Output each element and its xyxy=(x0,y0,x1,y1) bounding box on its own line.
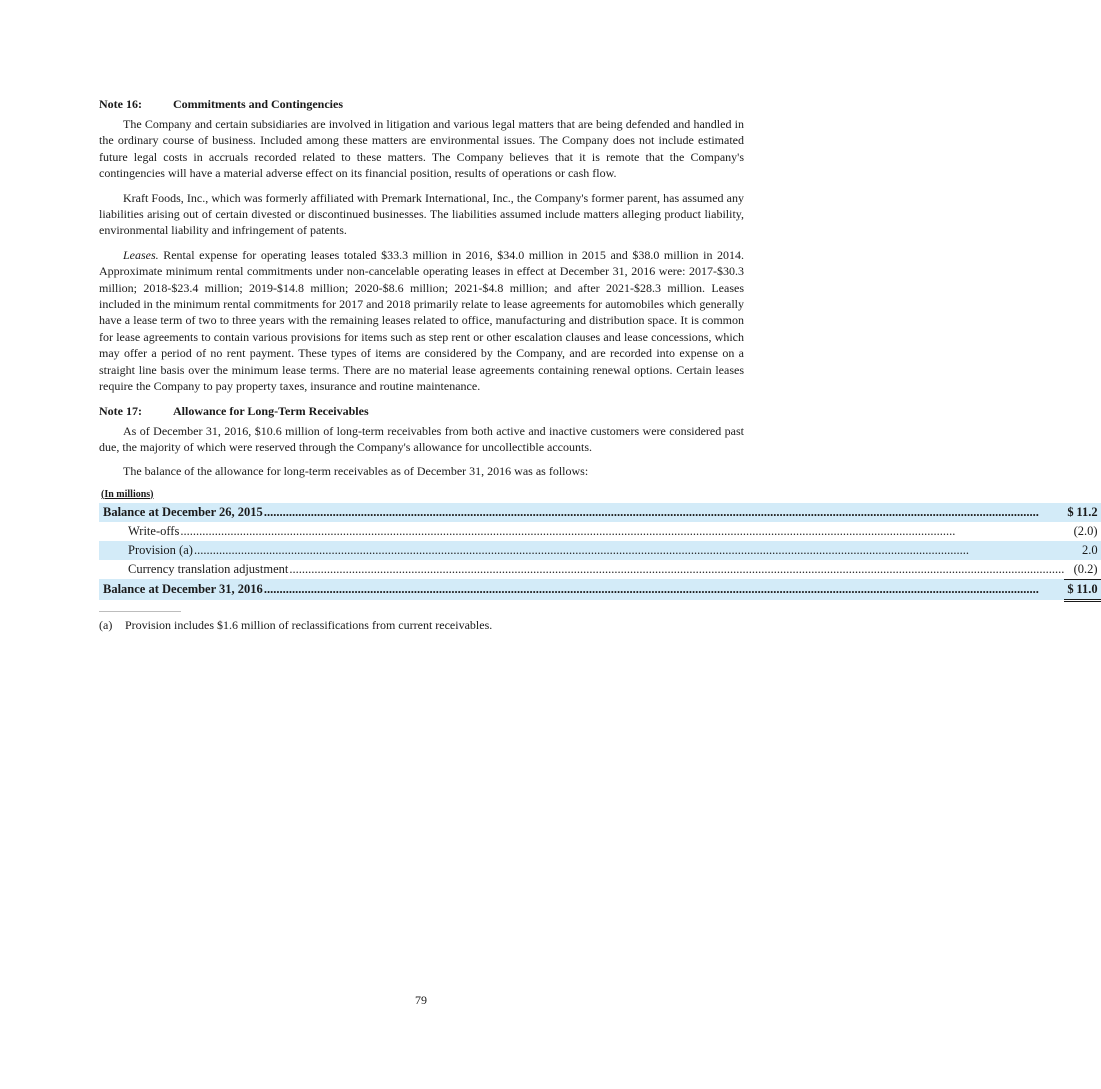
row-value: 11.2 xyxy=(1074,503,1101,522)
row-value: (0.2) xyxy=(1073,561,1098,576)
table-row xyxy=(99,503,1101,522)
currency-symbol xyxy=(1064,560,1073,580)
note-16-heading xyxy=(99,96,744,112)
allowance-table xyxy=(99,503,1101,602)
document-body xyxy=(99,96,1098,633)
row-label: Currency translation adjustment xyxy=(128,561,289,576)
dot-leader xyxy=(264,582,1065,597)
note-number: Note 17: xyxy=(99,403,142,418)
currency-symbol xyxy=(1064,541,1073,560)
currency-symbol: $ xyxy=(1064,503,1073,522)
row-value: 2.0 xyxy=(1074,541,1101,560)
footnote xyxy=(99,617,744,633)
currency-symbol: $ xyxy=(1064,579,1073,600)
row-label: Balance at December 26, 2015 xyxy=(103,504,263,519)
footnote-mark: (a) xyxy=(99,617,113,632)
row-label: Provision (a) xyxy=(128,542,193,557)
table-unit-label: (In millions) xyxy=(101,488,154,500)
dot-leader xyxy=(264,505,1065,520)
paragraph: Kraft Foods, Inc., which was formerly affiliated with Premark International, Inc., the Company's former parent, has assumed any liabilities arising out of certain divested or discontinued businesses. The liabilities assumed include matters alleging product liability, environmental liability and infringement of patents. xyxy=(99,190,744,238)
footnote-text: Provision includes $1.6 million of reclassifications from current receivables. xyxy=(125,617,493,632)
dot-leader xyxy=(289,562,1064,577)
footnote-divider xyxy=(99,611,181,612)
row-value: (2.0) xyxy=(1073,523,1098,538)
table-row xyxy=(99,541,1101,560)
leases-lead-in: Leases. xyxy=(123,247,159,262)
currency-symbol xyxy=(1064,522,1073,541)
note-17-heading xyxy=(99,403,744,419)
table-row xyxy=(99,579,1101,600)
note-title: Allowance for Long-Term Receivables xyxy=(173,403,369,418)
page-number: 79 xyxy=(415,993,427,1007)
leases-text: Rental expense for operating leases totaled $33.3 million in 2016, $34.0 million in 2015 and $38.0 million in 2014. Approximate minimum rental commitments under non-cancelable operating leases in effect at December 31, 2016 were: 2017-$30.3 million; 2018-$23.4 million; 2019-$14.8 million; 2020-$8.6 million; 2021-$4.8 million; and after 2021-$28.3 million. Leases included in the minimum rental commitments for 2017 and 2018 primarily relate to lease agreements for automobiles which generally have a lease term of two to three years with the remaining leases related to office, manufacturing and distribution space. It is common for lease agreements to contain various provisions for items such as step rent or other escalation clauses and lease concessions, which may offer a period of no rent payment. These types of items are considered by the Company, and are recorded into expense on a straight line basis over the minimum lease terms. There are no material lease agreements containing renewal options. Certain leases require the Company to pay property taxes, insurance and routine maintenance. xyxy=(99,247,744,394)
paragraph: The balance of the allowance for long-term receivables as of December 31, 2016 was as follows: xyxy=(123,464,589,479)
row-value: 11.0 xyxy=(1074,579,1101,600)
table-row xyxy=(99,522,1101,541)
dot-leader xyxy=(180,524,1064,539)
paragraph: The Company and certain subsidiaries are involved in litigation and various legal matters that are being defended and handled in the ordinary course of business. Included among these matters are environmental issues. The Company does not include estimated future legal costs in accruals recorded related to these matters. The Company believes that it is remote that the Company's contingencies will have a material adverse effect on its financial position, results of operations or cash flow. xyxy=(99,117,744,181)
dot-leader xyxy=(194,543,1064,558)
leases-paragraph xyxy=(99,247,744,395)
table-row xyxy=(99,560,1101,580)
note-title: Commitments and Contingencies xyxy=(173,97,343,111)
row-label: Write-offs xyxy=(128,523,180,538)
note-number: Note 16: xyxy=(99,97,142,111)
paragraph: As of December 31, 2016, $10.6 million of long-term receivables from both active and inactive customers were considered past due, the majority of which were reserved through the Company's allowance for uncollectible accounts. xyxy=(99,423,744,454)
row-label: Balance at December 31, 2016 xyxy=(103,582,263,597)
